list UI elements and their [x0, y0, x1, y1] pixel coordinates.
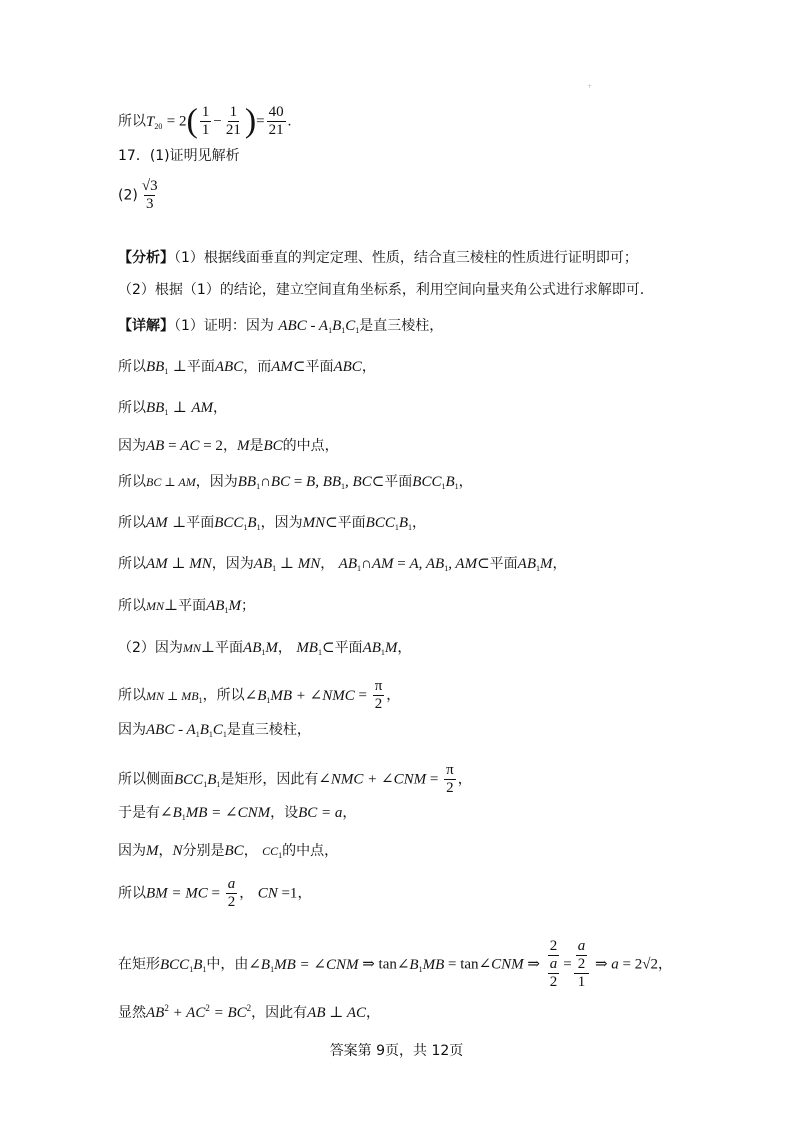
- text: ，: [397, 640, 412, 656]
- text: ，: [412, 515, 427, 531]
- text: ，: [158, 843, 173, 859]
- text: 所以: [118, 359, 146, 375]
- text: ，: [297, 885, 312, 902]
- line-l4: 所以BC ⊥ AM，因为$BB_1\cap BC = B$, $BB_1$, BC⊂平面$BCC_1B_1$，: [118, 474, 473, 491]
- text: 因为: [118, 843, 146, 859]
- text: 因为: [225, 556, 254, 572]
- line-l1: 所以$BB_1$ ⊥平面ABC，而AM⊂平面ABC，: [118, 359, 376, 376]
- text: ，: [657, 956, 672, 973]
- text: ，: [211, 556, 226, 572]
- text: 的中点，: [282, 843, 339, 859]
- text: 在矩形: [118, 956, 160, 973]
- text: 平面: [186, 359, 215, 375]
- text: ，设: [270, 805, 299, 821]
- text: 所以: [118, 556, 146, 572]
- line-l6: 所以AM ⊥ MN，因为$AB_1$ ⊥ MN， $AB_1\cap AM = A$, $AB_1$, AM⊂平面$AB_1M$，: [118, 556, 567, 573]
- text: （1）根据线面垂直的判定定理、性质，结合直三棱柱的性质进行证明即可；: [174, 250, 638, 266]
- text: 所以侧面: [118, 771, 174, 788]
- text: 是: [249, 438, 264, 454]
- text: ，: [260, 515, 275, 531]
- text: 平面: [186, 515, 215, 531]
- scan-mark: +: [587, 83, 593, 90]
- text: ，: [320, 556, 335, 572]
- text: ，: [239, 885, 254, 902]
- text: 是矩形，因此有: [220, 771, 319, 788]
- analysis-1: [118, 248, 638, 268]
- text: ，: [365, 1005, 380, 1021]
- line-l10: 因为ABC - $A_1B_1C_1$是直三棱柱，: [118, 722, 311, 739]
- text: 分别是: [182, 843, 225, 859]
- text: 所以: [118, 400, 146, 416]
- line-l7: 所以MN⊥平面$AB_1M$；: [118, 598, 255, 615]
- answer-17-1: 17．(1)证明见解析: [118, 148, 240, 164]
- text: 平面: [384, 474, 413, 490]
- line-l8: （2）因为MN⊥平面$AB_1M$， $MB_1\subset$平面$AB_1M$，: [118, 640, 412, 657]
- line-l14: 所以BM = MC = $\frac{a}{2}$ ， CN =1，: [118, 876, 312, 910]
- page-footer: 答案第 9页，共 12页: [329, 1043, 464, 1059]
- text: （2）因为: [118, 640, 183, 656]
- line-l2: 所以$BB_1$ ⊥ AM，: [118, 400, 228, 417]
- text: ，: [277, 640, 292, 656]
- text: ，: [457, 771, 472, 788]
- text: 中，由: [206, 956, 249, 973]
- line-l12: 于是有$\angle B_1MB$ = ∠CNM，设BC = a，: [118, 805, 357, 822]
- text: 平面: [305, 359, 334, 375]
- answer-17-2: (2) $\frac{√3}{3}$: [118, 178, 158, 212]
- line-l13: 因为M，N分别是BC， $CC_1$的中点，: [118, 843, 339, 860]
- text: 所以: [118, 687, 146, 704]
- text: ，: [202, 687, 217, 704]
- line-t20: 所以$T_{20} = 2$( $\frac{1}{1}$ − $\frac{1}{21}$ )= $\frac{40}{21}$ .: [118, 102, 292, 140]
- line-l3: 因为AB = AC = 2，M是BC的中点，: [118, 438, 339, 454]
- analysis-2: （2）根据（1）的结论，建立空间直角坐标系，利用空间向量夹角公式进行求解即可.: [118, 282, 645, 298]
- text: ，: [213, 400, 228, 416]
- text: 平面: [337, 515, 366, 531]
- text: ，: [195, 474, 210, 490]
- text: ，: [458, 474, 473, 490]
- line-l9: 所以MN ⊥ $MB_1$，所以$\angle B_1MB$ + ∠NMC = $\frac{\pi}{2}$ ，: [118, 678, 401, 712]
- text: ，: [386, 687, 401, 704]
- text: 所以: [118, 515, 146, 531]
- text: 平面: [489, 556, 518, 572]
- text: 所以: [118, 474, 146, 490]
- text: 显然: [118, 1005, 146, 1021]
- line-l5: 所以AM ⊥平面$BCC_1B_1$，因为MN⊂平面$BCC_1B_1$，: [118, 515, 427, 532]
- text: ；: [240, 598, 255, 614]
- text: 平面: [334, 640, 363, 656]
- text: ，: [361, 359, 376, 375]
- text: 因为: [274, 515, 303, 531]
- text: ，: [222, 438, 237, 454]
- text: 是直三棱柱，: [359, 318, 444, 334]
- detail-label: 【详解】: [118, 318, 174, 334]
- text: 平面: [215, 640, 244, 656]
- text: 所以: [118, 598, 146, 614]
- line-l11: 所以侧面$BCC_1B_1$是矩形，因此有∠NMC + ∠CNM = $\frac{\pi}{2}$ ，: [118, 762, 472, 796]
- text: (2): [118, 187, 138, 204]
- analysis-label: 【分析】: [118, 250, 174, 266]
- text: ，: [552, 556, 567, 572]
- text: ，因此有: [251, 1005, 308, 1021]
- text: 因为: [118, 438, 146, 454]
- text: 于是有: [118, 805, 160, 821]
- text: 所以: [118, 113, 146, 130]
- text: 是直三棱柱，: [226, 722, 311, 738]
- text: ，而: [243, 359, 272, 375]
- line-l15: 在矩形$BCC_1B_1$中，由$\angle B_1MB$ = ∠CNM ⇒ $\tan\angle B_1MB$ = tan∠CNM ⇒ $\frac{2}{\frac{a}{2}}$ = $\frac{\frac{a}{2}}{1}$ ⇒ a = 2√2，: [118, 938, 672, 990]
- text: 因为: [209, 474, 238, 490]
- text: （1）证明：因为: [174, 318, 274, 334]
- text: 平面: [178, 598, 207, 614]
- text: 所以: [118, 885, 146, 902]
- text: ，: [243, 843, 258, 859]
- text: 的中点，: [282, 438, 339, 454]
- text: 所以: [216, 687, 245, 704]
- text: ，: [342, 805, 357, 821]
- detail-1: 【详解】（1）证明：因为 ABC - $A_1B_1C_1$是直三棱柱，: [118, 318, 444, 335]
- line-l16: 显然$AB^2 + AC^2 = BC^2$，因此有AB ⊥ AC，: [118, 1003, 380, 1021]
- text: 因为: [118, 722, 146, 738]
